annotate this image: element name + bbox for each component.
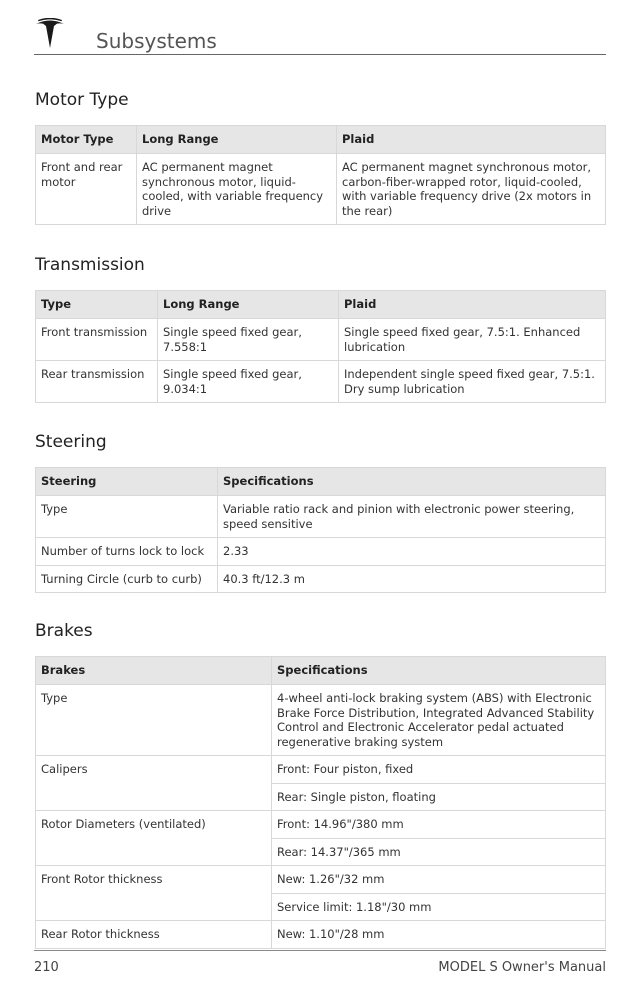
- table-cell: Single speed fixed gear, 9.034:1: [158, 361, 339, 403]
- column-header: Plaid: [339, 291, 606, 319]
- table-row: [36, 866, 606, 894]
- table-header-row: [36, 291, 606, 319]
- table-cell: Single speed fixed gear, 7.558:1: [158, 319, 339, 361]
- column-header: Motor Type: [36, 126, 137, 154]
- table-cell: 2.33: [218, 538, 606, 566]
- page-header: [34, 16, 606, 55]
- table-row: [36, 811, 606, 839]
- table-row: [36, 538, 606, 566]
- table-cell: Rear transmission: [36, 361, 158, 403]
- section-title-motor-type: Motor Type: [35, 90, 129, 110]
- page-title: Subsystems: [96, 29, 217, 53]
- table-row: [36, 319, 606, 361]
- column-header: Plaid: [337, 126, 606, 154]
- table-cell: 4-wheel anti-lock braking system (ABS) with Electronic Brake Force Distribution, Integrated Advanced Stability Control and Electronic Accelerator pedal actuated regenerative braking system: [272, 685, 606, 756]
- table-cell: 40.3 ft/12.3 m: [218, 565, 606, 593]
- table-cell: Rear Rotor thickness: [36, 921, 272, 949]
- table-cell: New: 1.26"/32 mm: [272, 866, 606, 894]
- table-row: [36, 565, 606, 593]
- brakes-table: [35, 656, 606, 949]
- table-cell: Rear: Single piston, floating: [272, 783, 606, 811]
- table-row: [36, 154, 606, 225]
- column-header: Specifications: [218, 468, 606, 496]
- column-header: Steering: [36, 468, 218, 496]
- steering-table: [35, 467, 606, 593]
- table-row: [36, 496, 606, 538]
- table-cell: Front transmission: [36, 319, 158, 361]
- transmission-table: [35, 290, 606, 403]
- table-cell: Rotor Diameters (ventilated): [36, 811, 272, 866]
- column-header: Brakes: [36, 657, 272, 685]
- column-header: Type: [36, 291, 158, 319]
- table-cell: Type: [36, 685, 272, 756]
- table-cell: AC permanent magnet synchronous motor, carbon-fiber-wrapped rotor, liquid-cooled, with variable frequency drive (2x motors in the rear): [337, 154, 606, 225]
- table-header-row: [36, 126, 606, 154]
- column-header: Long Range: [137, 126, 337, 154]
- column-header: Specifications: [272, 657, 606, 685]
- table-row: [36, 685, 606, 756]
- column-header: Long Range: [158, 291, 339, 319]
- table-row: [36, 756, 606, 784]
- table-cell: Turning Circle (curb to curb): [36, 565, 218, 593]
- tesla-logo-icon: [34, 18, 66, 50]
- table-cell: AC permanent magnet synchronous motor, liquid-cooled, with variable frequency drive: [137, 154, 337, 225]
- table-cell: Rear: 14.37"/365 mm: [272, 838, 606, 866]
- table-cell: Single speed fixed gear, 7.5:1. Enhanced lubrication: [339, 319, 606, 361]
- table-cell: Independent single speed fixed gear, 7.5:1. Dry sump lubrication: [339, 361, 606, 403]
- manual-title: MODEL S Owner's Manual: [438, 960, 606, 975]
- table-cell: Number of turns lock to lock: [36, 538, 218, 566]
- table-cell: Variable ratio rack and pinion with electronic power steering, speed sensitive: [218, 496, 606, 538]
- page-number: 210: [34, 960, 59, 975]
- table-cell: New: 1.10"/28 mm: [272, 921, 606, 949]
- table-row: [36, 361, 606, 403]
- table-header-row: [36, 468, 606, 496]
- section-title-transmission: Transmission: [35, 255, 145, 275]
- table-cell: Front: Four piston, fixed: [272, 756, 606, 784]
- table-cell: Service limit: 1.18"/30 mm: [272, 893, 606, 921]
- table-cell: Front: 14.96"/380 mm: [272, 811, 606, 839]
- section-title-brakes: Brakes: [35, 621, 93, 641]
- table-header-row: [36, 657, 606, 685]
- table-cell: Calipers: [36, 756, 272, 811]
- table-cell: Type: [36, 496, 218, 538]
- page-footer: [34, 950, 606, 981]
- table-cell: Front and rear motor: [36, 154, 137, 225]
- table-cell: Front Rotor thickness: [36, 866, 272, 921]
- section-title-steering: Steering: [35, 432, 107, 452]
- motor-type-table: [35, 125, 606, 225]
- table-row: [36, 921, 606, 949]
